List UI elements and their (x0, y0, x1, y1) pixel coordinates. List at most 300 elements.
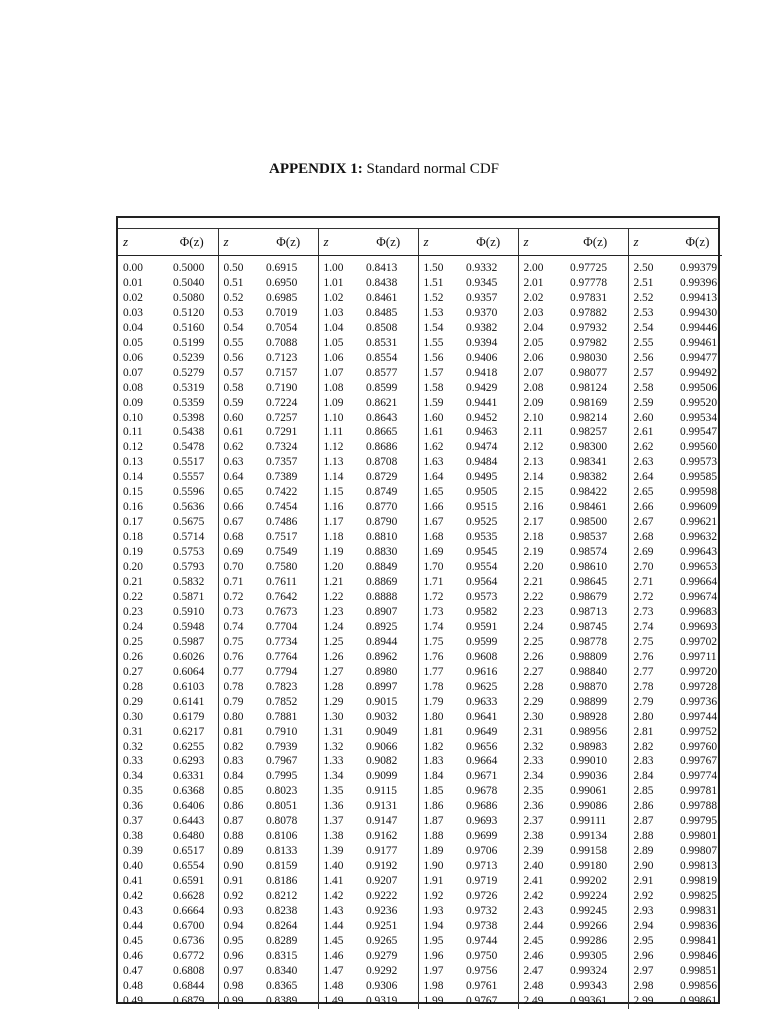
z-value: 0.71 (223, 576, 244, 589)
z-value: 0.60 (223, 411, 244, 424)
table-row (118, 665, 722, 680)
z-value: 1.29 (323, 695, 344, 708)
phi-value: 0.9515 (454, 500, 518, 515)
z-value: 1.69 (423, 546, 444, 559)
z-value: 0.47 (123, 964, 143, 977)
phi-value: 0.8888 (354, 590, 418, 605)
z-value: 0.68 (223, 531, 244, 544)
z-value: 2.03 (523, 306, 544, 319)
phi-value: 0.98257 (558, 425, 628, 440)
phi-value: 0.5517 (161, 455, 218, 470)
z-value: 1.61 (423, 426, 444, 439)
phi-value: 0.8485 (354, 306, 418, 321)
phi-value: 0.98077 (558, 366, 628, 381)
z-value: 1.81 (423, 725, 444, 738)
z-value: 1.40 (323, 860, 344, 873)
header-phi-3: Φ(z) (454, 229, 518, 256)
phi-value: 0.9332 (454, 256, 518, 276)
z-value: 1.74 (423, 620, 444, 633)
z-value: 1.85 (423, 785, 444, 798)
phi-value: 0.99774 (680, 770, 718, 783)
header-z-1: z (218, 229, 254, 256)
z-value: 1.02 (323, 291, 344, 304)
table-row (118, 590, 722, 605)
phi-value: 0.6103 (161, 680, 218, 695)
phi-value: 0.98928 (558, 710, 628, 725)
z-value: 0.76 (223, 650, 244, 663)
phi-value: 0.6554 (161, 859, 218, 874)
z-value: 2.38 (523, 830, 544, 843)
z-value: 1.19 (323, 546, 344, 559)
phi-value: 0.8531 (354, 336, 418, 351)
z-value: 1.76 (423, 650, 444, 663)
table-row (118, 650, 722, 665)
z-value: 2.42 (523, 890, 544, 903)
phi-value: 0.99831 (680, 904, 718, 917)
z-value: 0.87 (223, 815, 244, 828)
phi-value: 0.9633 (454, 695, 518, 710)
phi-value: 0.7549 (254, 545, 318, 560)
z-value: 2.60 (633, 411, 654, 424)
table-row (118, 829, 722, 844)
phi-value: 0.9582 (454, 605, 518, 620)
z-value: 1.63 (423, 456, 444, 469)
phi-value: 0.5239 (161, 351, 218, 366)
z-value: 1.66 (423, 501, 444, 514)
z-value: 0.41 (123, 875, 143, 888)
table-row (118, 889, 722, 904)
z-value: 1.78 (423, 680, 444, 693)
z-value: 0.89 (223, 845, 244, 858)
z-value: 1.39 (323, 845, 344, 858)
phi-value: 0.7967 (254, 754, 318, 769)
phi-value: 0.6026 (161, 650, 218, 665)
z-value: 0.82 (223, 740, 244, 753)
z-value: 1.25 (323, 635, 344, 648)
phi-value: 0.7704 (254, 620, 318, 635)
z-value: 0.02 (123, 291, 143, 304)
z-value: 0.74 (223, 620, 244, 633)
z-value: 1.54 (423, 321, 444, 334)
phi-value: 0.9706 (454, 844, 518, 859)
z-value: 1.62 (423, 441, 444, 454)
z-value: 0.07 (123, 366, 143, 379)
z-value: 2.70 (633, 561, 654, 574)
z-value: 2.99 (633, 994, 654, 1007)
z-value: 2.16 (523, 501, 544, 514)
z-value: 2.48 (523, 979, 544, 992)
phi-value: 0.7794 (254, 665, 318, 680)
phi-value: 0.6915 (254, 256, 318, 276)
phi-value: 0.6664 (161, 904, 218, 919)
z-value: 2.92 (633, 890, 654, 903)
phi-value: 0.6179 (161, 710, 218, 725)
phi-value: 0.8461 (354, 291, 418, 306)
phi-value: 0.99801 (680, 830, 718, 843)
z-value: 0.53 (223, 306, 244, 319)
z-value: 2.45 (523, 934, 544, 947)
phi-value: 0.99825 (680, 890, 718, 903)
header-z-4: z (518, 229, 558, 256)
phi-value: 0.99813 (680, 860, 718, 873)
phi-value: 0.9382 (454, 321, 518, 336)
z-value: 0.39 (123, 845, 143, 858)
z-value: 2.64 (633, 471, 654, 484)
z-value: 1.90 (423, 860, 444, 873)
phi-value: 0.98574 (558, 545, 628, 560)
phi-value: 0.5793 (161, 560, 218, 575)
phi-value: 0.6844 (161, 979, 218, 994)
phi-value: 0.7852 (254, 695, 318, 710)
z-value: 1.50 (423, 262, 444, 274)
phi-value: 0.99664 (680, 576, 718, 589)
phi-value: 0.8413 (354, 256, 418, 276)
phi-value: 0.9082 (354, 754, 418, 769)
phi-value: 0.5675 (161, 515, 218, 530)
z-value: 2.77 (633, 665, 654, 678)
phi-value: 0.99010 (558, 754, 628, 769)
table-row (118, 740, 722, 755)
phi-value: 0.6628 (161, 889, 218, 904)
z-value: 1.93 (423, 904, 444, 917)
z-value: 0.40 (123, 860, 143, 873)
phi-value: 0.7910 (254, 725, 318, 740)
z-value: 1.58 (423, 381, 444, 394)
z-value: 0.78 (223, 680, 244, 693)
z-value: 0.16 (123, 501, 143, 514)
cdf-table-frame (116, 216, 720, 1007)
table-row (118, 396, 722, 411)
z-value: 1.03 (323, 306, 344, 319)
table-row (118, 874, 722, 889)
z-value: 2.30 (523, 710, 544, 723)
z-value: 2.52 (633, 291, 654, 304)
z-value: 2.46 (523, 949, 544, 962)
z-value: 0.26 (123, 650, 143, 663)
phi-value: 0.9463 (454, 425, 518, 440)
phi-value: 0.9177 (354, 844, 418, 859)
z-value: 0.63 (223, 456, 244, 469)
z-value: 0.77 (223, 665, 244, 678)
z-value: 0.24 (123, 620, 143, 633)
phi-value: 0.98537 (558, 530, 628, 545)
phi-value: 0.99846 (680, 949, 718, 962)
z-value: 2.15 (523, 486, 544, 499)
phi-value: 0.9554 (454, 560, 518, 575)
table-row (118, 725, 722, 740)
phi-value: 0.9251 (354, 919, 418, 934)
phi-value: 0.7764 (254, 650, 318, 665)
phi-value: 0.7088 (254, 336, 318, 351)
phi-value: 0.5199 (161, 336, 218, 351)
z-value: 1.22 (323, 590, 344, 603)
phi-value: 0.97882 (558, 306, 628, 321)
z-value: 2.39 (523, 845, 544, 858)
z-value: 1.88 (423, 830, 444, 843)
z-value: 2.51 (633, 276, 654, 289)
z-value: 0.13 (123, 456, 143, 469)
phi-value: 0.9767 (454, 994, 518, 1009)
phi-value: 0.99841 (680, 934, 718, 947)
z-value: 0.81 (223, 725, 244, 738)
phi-value: 0.98899 (558, 695, 628, 710)
phi-value: 0.9761 (454, 979, 518, 994)
phi-value: 0.6217 (161, 725, 218, 740)
z-value: 1.94 (423, 919, 444, 932)
table-row (118, 620, 722, 635)
z-value: 1.77 (423, 665, 444, 678)
phi-value: 0.98778 (558, 635, 628, 650)
z-value: 1.89 (423, 845, 444, 858)
z-value: 2.05 (523, 336, 544, 349)
table-row (118, 605, 722, 620)
z-value: 2.58 (633, 381, 654, 394)
phi-value: 0.5753 (161, 545, 218, 560)
phi-value: 0.8106 (254, 829, 318, 844)
phi-value: 0.9756 (454, 964, 518, 979)
table-row (118, 814, 722, 829)
phi-value: 0.7422 (254, 485, 318, 500)
phi-value: 0.5160 (161, 321, 218, 336)
z-value: 2.40 (523, 860, 544, 873)
table-row (118, 306, 722, 321)
z-value: 2.65 (633, 486, 654, 499)
z-value: 1.97 (423, 964, 444, 977)
z-value: 0.01 (123, 276, 143, 289)
phi-value: 0.99430 (680, 306, 718, 319)
z-value: 2.21 (523, 576, 544, 589)
phi-value: 0.9545 (454, 545, 518, 560)
phi-value: 0.99752 (680, 725, 718, 738)
header-z-5: z (628, 229, 668, 256)
z-value: 0.49 (123, 994, 143, 1007)
phi-value: 0.9236 (354, 904, 418, 919)
phi-value: 0.99702 (680, 635, 718, 648)
phi-value: 0.6293 (161, 754, 218, 769)
z-value: 1.07 (323, 366, 344, 379)
z-value: 2.20 (523, 561, 544, 574)
z-value: 1.99 (423, 994, 444, 1007)
phi-value: 0.7486 (254, 515, 318, 530)
z-value: 1.21 (323, 576, 344, 589)
phi-value: 0.8997 (354, 680, 418, 695)
table-row (118, 500, 722, 515)
z-value: 1.23 (323, 605, 344, 618)
phi-value: 0.98840 (558, 665, 628, 680)
phi-value: 0.99202 (558, 874, 628, 889)
z-value: 1.12 (323, 441, 344, 454)
z-value: 2.36 (523, 800, 544, 813)
phi-value: 0.97982 (558, 336, 628, 351)
phi-value: 0.8438 (354, 276, 418, 291)
z-value: 2.87 (633, 815, 654, 828)
header-z-0: z (118, 229, 161, 256)
z-value: 1.57 (423, 366, 444, 379)
phi-value: 0.9573 (454, 590, 518, 605)
phi-value: 0.98382 (558, 470, 628, 485)
z-value: 1.36 (323, 800, 344, 813)
phi-value: 0.97932 (558, 321, 628, 336)
z-value: 0.72 (223, 590, 244, 603)
phi-value: 0.99534 (680, 411, 718, 424)
phi-value: 0.9641 (454, 710, 518, 725)
phi-value: 0.99324 (558, 964, 628, 979)
phi-value: 0.9192 (354, 859, 418, 874)
z-value: 2.55 (633, 336, 654, 349)
phi-value: 0.6255 (161, 740, 218, 755)
phi-value: 0.9738 (454, 919, 518, 934)
z-value: 0.42 (123, 890, 143, 903)
phi-value: 0.7291 (254, 425, 318, 440)
phi-value: 0.99446 (680, 321, 718, 334)
phi-value: 0.7054 (254, 321, 318, 336)
z-value: 1.60 (423, 411, 444, 424)
phi-value: 0.9222 (354, 889, 418, 904)
z-value: 1.10 (323, 411, 344, 424)
z-value: 2.26 (523, 650, 544, 663)
z-value: 2.50 (633, 262, 654, 274)
z-value: 1.47 (323, 964, 344, 977)
z-value: 0.23 (123, 605, 143, 618)
page-title (0, 161, 768, 178)
z-value: 0.46 (123, 949, 143, 962)
phi-value: 0.7454 (254, 500, 318, 515)
z-value: 1.75 (423, 635, 444, 648)
header-phi-4: Φ(z) (558, 229, 628, 256)
z-value: 2.25 (523, 635, 544, 648)
z-value: 2.10 (523, 411, 544, 424)
phi-value: 0.9599 (454, 635, 518, 650)
z-value: 0.48 (123, 979, 143, 992)
phi-value: 0.8925 (354, 620, 418, 635)
z-value: 0.25 (123, 635, 143, 648)
table-row (118, 530, 722, 545)
phi-value: 0.8810 (354, 530, 418, 545)
phi-value: 0.8708 (354, 455, 418, 470)
phi-value: 0.6141 (161, 695, 218, 710)
phi-value: 0.7673 (254, 605, 318, 620)
z-value: 0.32 (123, 740, 143, 753)
z-value: 1.71 (423, 576, 444, 589)
phi-value: 0.5871 (161, 590, 218, 605)
phi-value: 0.98956 (558, 725, 628, 740)
phi-value: 0.99711 (680, 650, 717, 663)
z-value: 2.17 (523, 516, 544, 529)
z-value: 0.30 (123, 710, 143, 723)
z-value: 2.09 (523, 396, 544, 409)
z-value: 2.28 (523, 680, 544, 693)
phi-value: 0.99086 (558, 799, 628, 814)
phi-value: 0.98341 (558, 455, 628, 470)
phi-value: 0.8962 (354, 650, 418, 665)
z-value: 0.55 (223, 336, 244, 349)
phi-value: 0.9686 (454, 799, 518, 814)
phi-value: 0.7823 (254, 680, 318, 695)
phi-value: 0.99609 (680, 501, 718, 514)
table-row (118, 560, 722, 575)
header-phi-0: Φ(z) (161, 229, 218, 256)
phi-value: 0.7580 (254, 560, 318, 575)
z-value: 2.95 (633, 934, 654, 947)
phi-value: 0.98983 (558, 740, 628, 755)
z-value: 2.37 (523, 815, 544, 828)
phi-value: 0.9525 (454, 515, 518, 530)
table-row (118, 470, 722, 485)
z-value: 0.84 (223, 770, 244, 783)
phi-value: 0.9306 (354, 979, 418, 994)
phi-value: 0.98300 (558, 440, 628, 455)
z-value: 0.29 (123, 695, 143, 708)
table-row (118, 545, 722, 560)
z-value: 1.91 (423, 875, 444, 888)
z-value: 1.82 (423, 740, 444, 753)
phi-value: 0.99061 (558, 784, 628, 799)
phi-value: 0.98422 (558, 485, 628, 500)
phi-value: 0.8577 (354, 366, 418, 381)
table-row (118, 919, 722, 934)
z-value: 1.51 (423, 276, 444, 289)
phi-value: 0.9441 (454, 396, 518, 411)
table-body (118, 256, 722, 1009)
table-row (118, 575, 722, 590)
phi-value: 0.9099 (354, 769, 418, 784)
z-value: 1.42 (323, 890, 344, 903)
table-row (118, 321, 722, 336)
phi-value: 0.5636 (161, 500, 218, 515)
z-value: 2.32 (523, 740, 544, 753)
phi-value: 0.9292 (354, 964, 418, 979)
z-value: 0.21 (123, 576, 143, 589)
z-value: 0.67 (223, 516, 244, 529)
z-value: 2.85 (633, 785, 654, 798)
z-value: 0.61 (223, 426, 244, 439)
phi-value: 0.9032 (354, 710, 418, 725)
phi-value: 0.99547 (680, 426, 718, 439)
z-value: 2.88 (633, 830, 654, 843)
phi-value: 0.99781 (680, 785, 718, 798)
z-value: 2.79 (633, 695, 654, 708)
phi-value: 0.98713 (558, 605, 628, 620)
z-value: 1.04 (323, 321, 344, 334)
header-z-2: z (318, 229, 354, 256)
phi-value: 0.99245 (558, 904, 628, 919)
z-value: 1.52 (423, 291, 444, 304)
phi-value: 0.8980 (354, 665, 418, 680)
phi-value: 0.6808 (161, 964, 218, 979)
phi-value: 0.6443 (161, 814, 218, 829)
z-value: 0.91 (223, 875, 244, 888)
z-value: 2.00 (523, 262, 544, 274)
phi-value: 0.7357 (254, 455, 318, 470)
z-value: 2.43 (523, 904, 544, 917)
phi-value: 0.9066 (354, 740, 418, 755)
phi-value: 0.98214 (558, 411, 628, 426)
phi-value: 0.99643 (680, 546, 718, 559)
z-value: 2.69 (633, 546, 654, 559)
phi-value: 0.6480 (161, 829, 218, 844)
z-value: 2.33 (523, 755, 544, 768)
z-value: 1.73 (423, 605, 444, 618)
z-value: 2.35 (523, 785, 544, 798)
z-value: 0.96 (223, 949, 244, 962)
z-value: 2.18 (523, 531, 544, 544)
z-value: 1.26 (323, 650, 344, 663)
phi-value: 0.5832 (161, 575, 218, 590)
phi-value: 0.9015 (354, 695, 418, 710)
z-value: 0.79 (223, 695, 244, 708)
phi-value: 0.9616 (454, 665, 518, 680)
phi-value: 0.5557 (161, 470, 218, 485)
